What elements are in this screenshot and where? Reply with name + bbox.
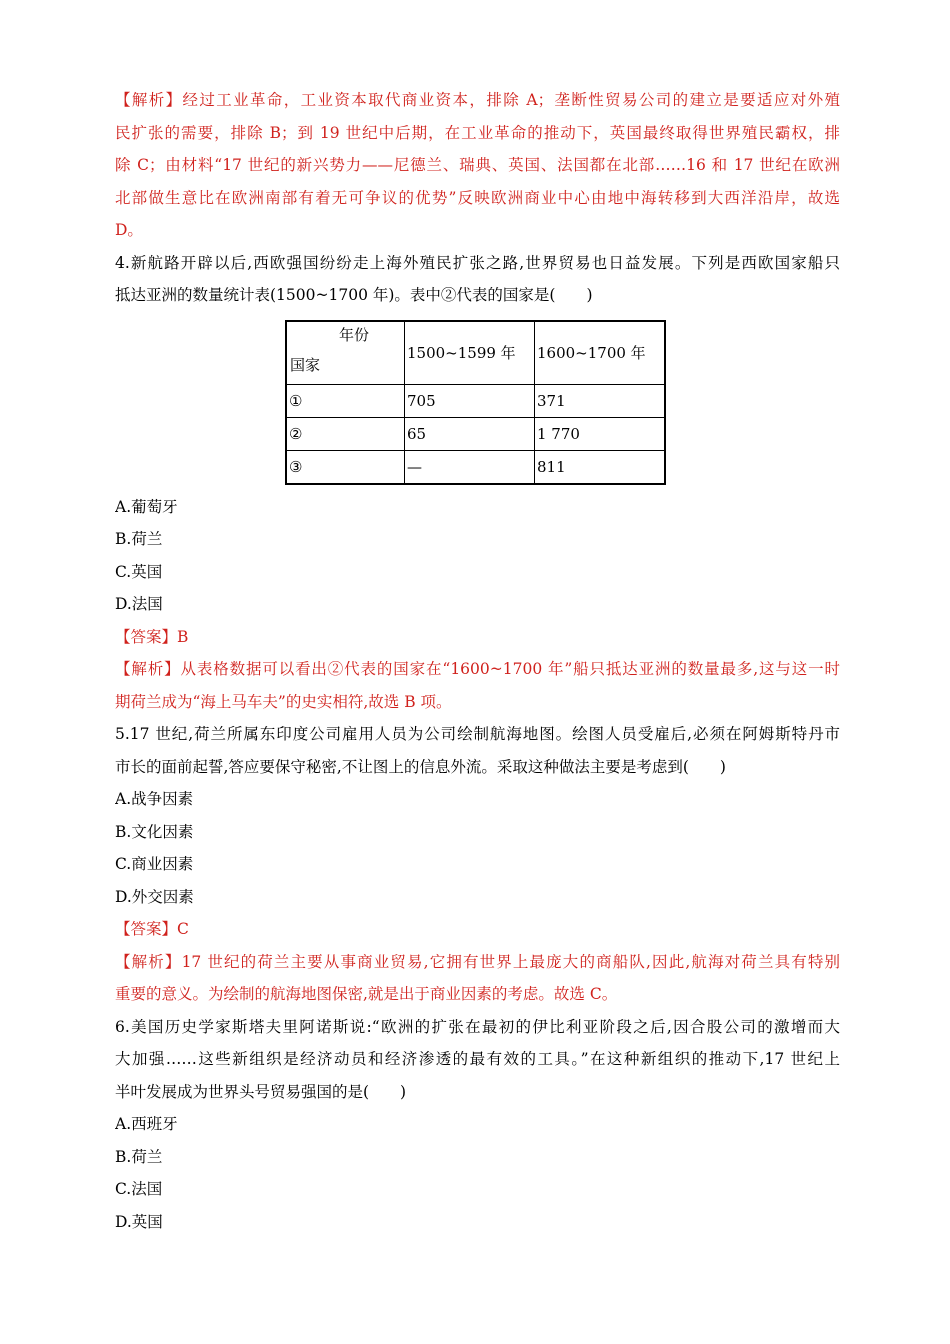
answer-line [115, 621, 840, 654]
table-header-cell: 1500~1599 年 [405, 321, 535, 385]
option-c: C.商业因素 [115, 855, 194, 873]
question-stem-line: 市长的面前起誓,答应要保守秘密,不让图上的信息外流。采取这种做法主要是考虑到( ) [115, 757, 726, 776]
question-4 [115, 247, 840, 719]
table-diagonal-header [286, 321, 405, 385]
option-b: B.文化因素 [115, 822, 194, 841]
option-a: A.葡萄牙 [115, 497, 178, 516]
table-cell: ③ [286, 450, 405, 484]
table-cell: 811 [535, 450, 666, 484]
answer-line [115, 913, 840, 946]
analysis-tag: 【解析】 [115, 952, 182, 971]
header-country-label: 国家 [290, 355, 321, 374]
analysis-line: D。 [115, 221, 143, 239]
option-b: B.荷兰 [115, 530, 163, 548]
option-d: D.英国 [115, 1212, 163, 1231]
option-a: A.战争因素 [115, 790, 194, 808]
analysis-line: 【解析】从表格数据可以看出②代表的国家在“1600~1700 年”船只抵达亚洲的数量最多,这与这一时 [115, 660, 840, 678]
ships-statistics-table [285, 320, 666, 485]
analysis-line: 重要的意义。为绘制的航海地图保密,就是出于商业因素的考虑。故选 C。 [115, 985, 618, 1003]
table-row [286, 384, 665, 417]
option-d: D.外交因素 [115, 887, 194, 906]
analysis-line: 北部做生意比在欧洲南部有着无可争议的优势”反映欧洲商业中心由地中海转移到大西洋沿岸，故选 [115, 188, 840, 207]
answer-value: B [177, 627, 189, 646]
analysis-line: 除 C；由材料“17 世纪的新兴势力——尼德兰、瑞典、英国、法国都在北部……16 和 17 世纪在欧洲 [115, 156, 840, 174]
table-row [286, 417, 665, 450]
answer-value: C [177, 920, 189, 938]
table-cell: — [405, 450, 535, 484]
option-a: A.西班牙 [115, 1115, 178, 1133]
question-stem-line: 抵达亚洲的数量统计表(1500~1700 年)。表中②代表的国家是( ) [115, 286, 593, 304]
table-cell: 371 [535, 384, 666, 417]
analysis-line: 期荷兰成为“海上马车夫”的史实相符,故选 B 项。 [115, 692, 452, 711]
analysis-tag: 【解析】 [115, 660, 181, 678]
table-cell: ② [286, 417, 405, 450]
table-header-row [286, 321, 665, 385]
option-c: C.法国 [115, 1180, 163, 1198]
option-d: D.法国 [115, 595, 163, 613]
analysis-tag: 【解析】 [115, 91, 183, 109]
analysis-line: 【解析】经过工业革命，工业资本取代商业资本，排除 A；垄断性贸易公司的建立是要适应对外殖 [115, 91, 840, 109]
table-header-cell: 1600~1700 年 [535, 321, 666, 385]
analysis-line: 民扩张的需要，排除 B；到 19 世纪中后期，在工业革命的推动下，英国最终取得世界殖民霸权，排 [115, 123, 840, 142]
document-page [115, 84, 840, 1238]
option-c: C.英国 [115, 562, 163, 581]
question-stem-line: 4.新航路开辟以后,西欧强国纷纷走上海外殖民扩张之路,世界贸易也日益发展。下列是西欧国家船只 [115, 253, 840, 272]
header-year-label: 年份 [339, 325, 370, 344]
answer-tag: 【答案】 [115, 920, 178, 938]
table-cell: ① [286, 384, 405, 417]
question-stem-line: 半叶发展成为世界头号贸易强国的是( ) [115, 1082, 407, 1101]
analysis-line: 【解析】17 世纪的荷兰主要从事商业贸易,它拥有世界上最庞大的商船队,因此,航海对荷兰具有特别 [115, 952, 840, 971]
question-stem-line: 大加强……这些新组织是经济动员和经济渗透的最有效的工具。”在这种新组织的推动下,17 世纪上 [115, 1050, 840, 1068]
table-row [286, 450, 665, 484]
question-stem-line: 6.美国历史学家斯塔夫里阿诺斯说:“欧洲的扩张在最初的伊比利亚阶段之后,因合股公司的激增而大 [115, 1017, 840, 1036]
table-cell: 1 770 [535, 417, 666, 450]
q3-analysis [115, 84, 840, 247]
question-stem-line: 5.17 世纪,荷兰所属东印度公司雇用人员为公司绘制航海地图。绘图人员受雇后,必须在阿姆斯特丹市 [115, 725, 840, 743]
option-b: B.荷兰 [115, 1147, 163, 1166]
table-cell: 705 [405, 384, 535, 417]
question-6 [115, 1011, 840, 1239]
table-cell: 65 [405, 417, 535, 450]
question-5 [115, 718, 840, 1011]
answer-tag: 【答案】 [115, 627, 178, 646]
